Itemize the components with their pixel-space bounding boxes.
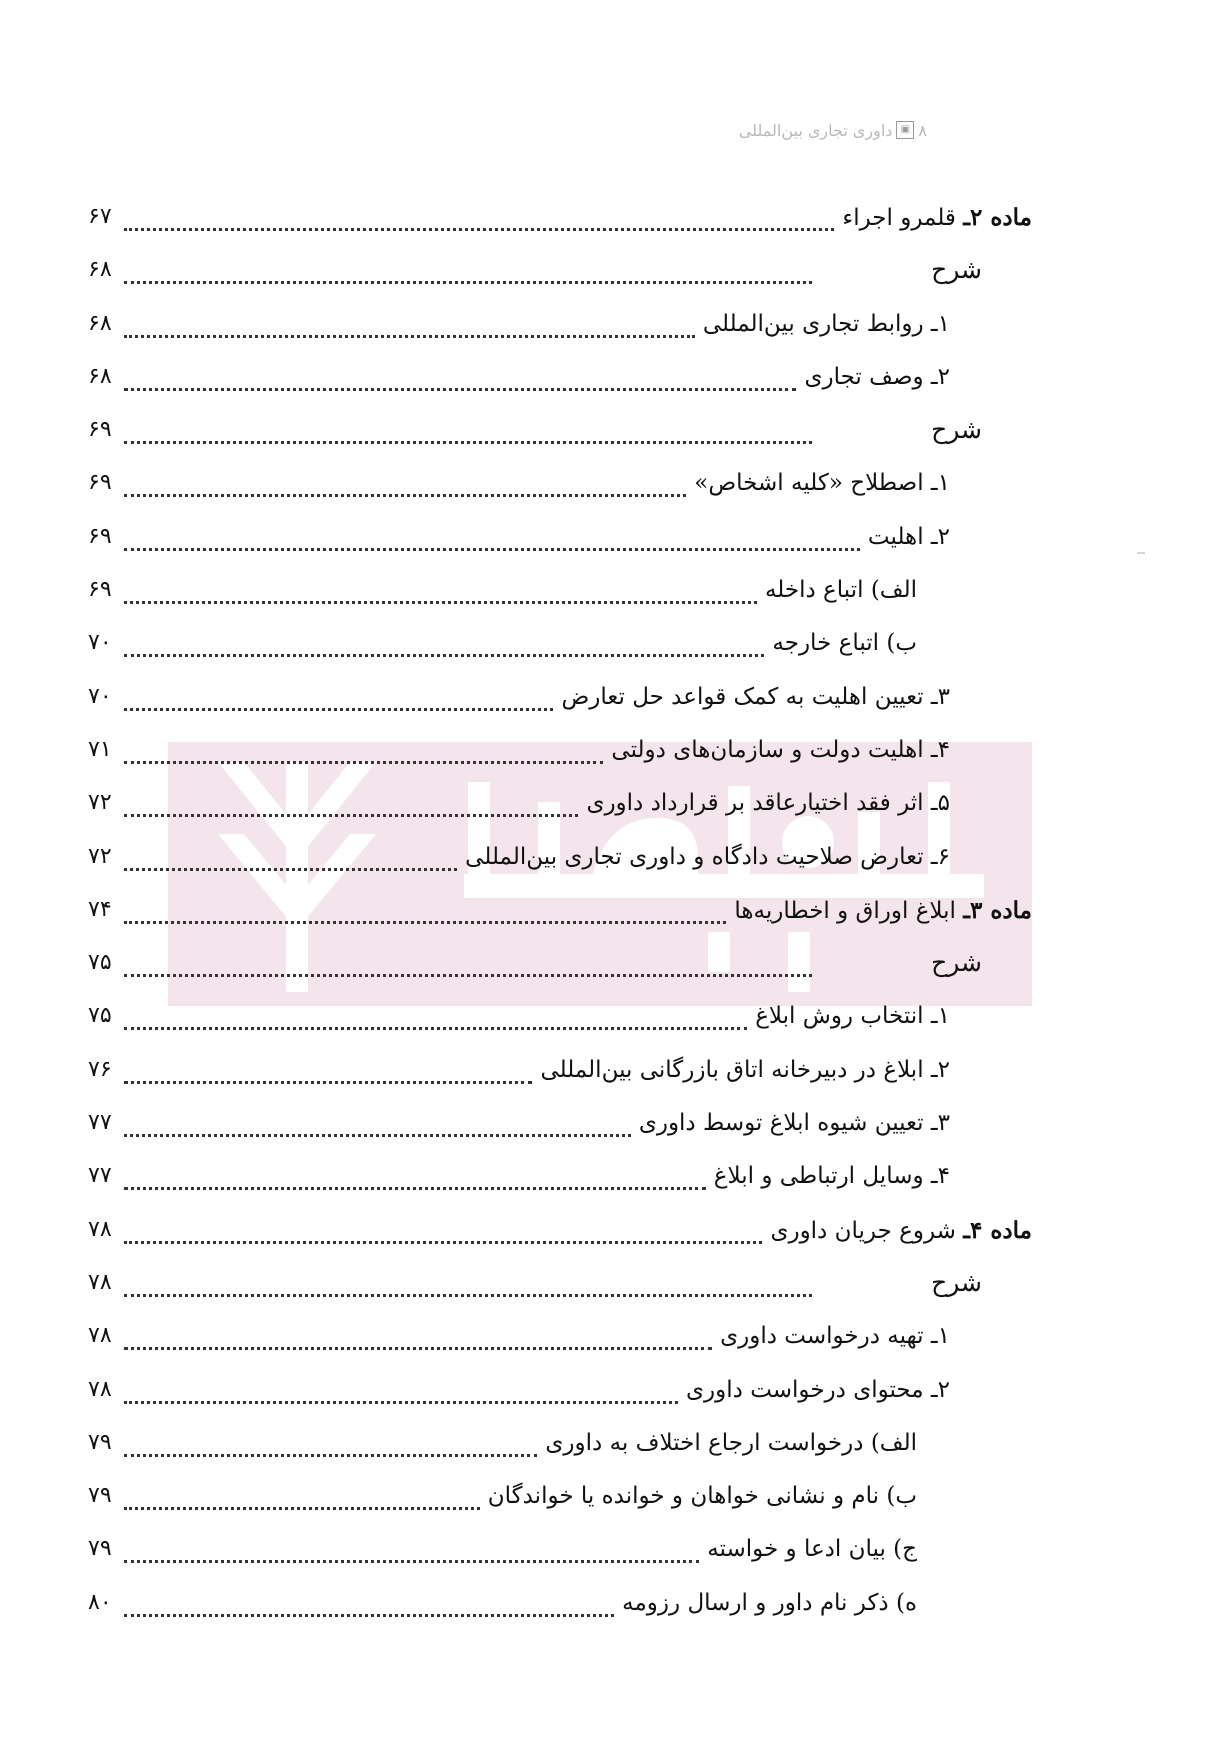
page-number: ۷۸ [88,1216,112,1242]
toc-entry-title [639,1110,950,1136]
toc-entry [88,1369,1032,1422]
toc-entry [88,1582,1032,1635]
toc-entry [88,1155,1032,1208]
toc-entry [88,516,1032,569]
entry-text: شرح [931,255,982,285]
dot-leader [124,1323,712,1350]
toc-entry-title [765,577,917,603]
toc-entry [88,196,1032,249]
toc-entry-title [714,1163,950,1189]
page-number: ۷۸ [88,1376,112,1402]
dot-leader [124,1590,614,1617]
entry-text: الف) درخواست ارجاع اختلاف به داوری [545,1429,917,1456]
page-edge-mark [1137,552,1145,554]
page-number: ۷۷ [88,1110,112,1136]
dot-leader [124,364,796,391]
toc-entry-title [804,364,950,390]
entry-text: ۱ـ اصطلاح «کلیه اشخاص» [694,470,950,497]
page-number: ۷۵ [88,1003,112,1029]
dot-leader [124,1163,706,1190]
table-of-contents [88,196,1032,1635]
toc-entry [88,1262,1032,1315]
toc-entry-title [868,524,950,550]
dot-leader [124,524,860,551]
toc-entry [88,303,1032,356]
entry-text: الف) اتباع داخله [764,577,917,604]
toc-entry-title [488,1483,917,1509]
toc-entry [88,942,1032,995]
entry-text: ۳ـ تعیین اهلیت به کمک قواعد حل تعارض [561,683,950,710]
toc-entry-title [703,311,950,337]
page-number: ۷۹ [88,1483,112,1509]
toc-entry-title [931,1268,982,1297]
page-number: ۶۹ [88,577,112,603]
toc-entry-title [707,1536,917,1562]
entry-text: ۲ـ محتوای درخواست داوری [686,1376,950,1403]
page-number: ۷۶ [88,1056,112,1082]
entry-text: ۲ـ اهلیت [867,523,950,550]
toc-entry-title [734,897,1032,924]
entry-text: ۱ـ روابط تجاری بین‌المللی [702,310,950,337]
page-number: ۷۲ [88,790,112,816]
toc-entry [88,1209,1032,1262]
toc-entry [88,1315,1032,1368]
entry-text: شرح [931,948,982,978]
entry-text: ب) اتباع خارجه [772,630,917,657]
running-title: داوری تجاری بین‌المللی [738,120,893,140]
page-number: ۶۹ [88,417,112,443]
page-number: ۷۴ [88,896,112,922]
toc-entry [88,1049,1032,1102]
entry-text: ب) نام و نشانی خواهان و خوانده یا خواندگان [487,1483,917,1510]
entry-text: ۴ـ اهلیت دولت و سازمان‌های دولتی [611,736,950,763]
toc-entry [88,782,1032,835]
toc-entry-title [561,684,950,710]
toc-entry-title [686,1377,950,1403]
toc-entry-title [755,1003,950,1029]
toc-entry [88,462,1032,515]
article-number: ماده ۴ـ [963,1216,1032,1244]
running-header [739,112,927,148]
entry-text: ۱ـ انتخاب روش ابلاغ [755,1003,950,1030]
toc-entry-title [720,1323,950,1349]
toc-entry [88,729,1032,782]
toc-entry [88,995,1032,1048]
page-number: ۷۰ [88,630,112,656]
dot-leader [124,1377,678,1404]
dot-leader [124,737,603,764]
toc-entry [88,356,1032,409]
dot-leader [124,257,812,284]
dot-leader [124,1536,699,1563]
page-number: ۷۷ [88,1163,112,1189]
toc-entry-title [622,1590,917,1616]
page-number: ۸۰ [88,1589,112,1615]
page-number: ۷۸ [88,1323,112,1349]
toc-entry [88,836,1032,889]
toc-entry-title [772,630,917,656]
article-number: ماده ۲ـ [963,204,1032,231]
dot-leader [124,1003,747,1030]
dot-leader [124,1270,812,1297]
article-number: ماده ۳ـ [963,896,1032,924]
dot-leader [124,1217,762,1244]
dot-leader [124,630,764,657]
page-number: ۶۷ [88,204,112,229]
entry-text: ۲ـ ابلاغ در دبیرخانه اتاق بازرگانی بین‌المللی [540,1056,950,1083]
dot-leader [124,1430,537,1457]
toc-entry [88,1102,1032,1155]
entry-text: ۶ـ تعارض صلاحیت دادگاه و داوری تجاری بین‌المللی [465,843,950,870]
dot-leader [124,897,726,924]
entry-text: ۳ـ تعیین شیوه ابلاغ توسط داوری [638,1110,950,1137]
toc-entry-title [770,1217,1032,1244]
entry-text: شروع جریان داوری [770,1217,956,1244]
dot-leader [124,470,686,497]
page-number: ۷۲ [88,843,112,869]
toc-entry-title [586,790,950,816]
entry-text: قلمرو اجراء [842,205,956,231]
book-logo-icon: ▣ [896,121,914,139]
dot-leader [124,684,553,711]
toc-entry [88,676,1032,729]
entry-text: ۴ـ وسایل ارتباطی و ابلاغ [713,1163,950,1190]
page-number: ۷۵ [88,950,112,976]
dot-leader [124,1483,480,1510]
dot-leader [124,950,812,977]
toc-entry [88,249,1032,302]
toc-entry-title [465,844,950,870]
toc-entry-title [545,1430,917,1456]
entry-text: ۲ـ وصف تجاری [804,363,950,390]
toc-entry [88,409,1032,462]
entry-text: ۵ـ اثر فقد اختیارعاقد بر قرارداد داوری [586,790,950,817]
toc-entry-title [931,948,982,977]
entry-text: ه) ذکر نام داور و ارسال رزومه [622,1589,917,1616]
toc-entry [88,622,1032,675]
entry-text: شرح [931,415,982,445]
page-number: ۶۹ [88,523,112,549]
toc-entry [88,1528,1032,1581]
page-number: ۷۸ [88,1269,112,1295]
entry-text: ۱ـ تهیه درخواست داوری [720,1323,950,1350]
page-number: ۷۰ [88,683,112,709]
dot-leader [124,311,695,338]
page-number: ۶۸ [88,310,112,336]
toc-entry-title [540,1057,950,1083]
dot-leader [124,204,834,231]
entry-text: ج) بیان ادعا و خواسته [707,1536,917,1563]
page-number: ۶۸ [88,257,112,283]
entry-text: شرح [931,1267,982,1297]
page-number: ۷۱ [88,736,112,762]
toc-entry-title [931,415,982,444]
page-marker: ۸ [918,120,927,140]
page-number: ۶۸ [88,363,112,389]
dot-leader [124,1110,631,1137]
page-number: ۷۹ [88,1536,112,1562]
toc-entry-title [931,255,982,284]
page-number: ۷۹ [88,1429,112,1455]
toc-entry [88,1422,1032,1475]
dot-leader [124,790,578,817]
dot-leader [124,577,757,604]
toc-entry-title [611,737,950,763]
dot-leader [124,1057,532,1084]
toc-entry [88,1475,1032,1528]
page-number: ۶۹ [88,470,112,496]
toc-entry-title [694,470,950,496]
toc-entry-title [842,204,1032,231]
dot-leader [124,417,812,444]
dot-leader [124,844,457,871]
toc-entry [88,569,1032,622]
entry-text: ابلاغ اوراق و اخطاریه‌ها [734,897,956,924]
toc-entry [88,889,1032,942]
